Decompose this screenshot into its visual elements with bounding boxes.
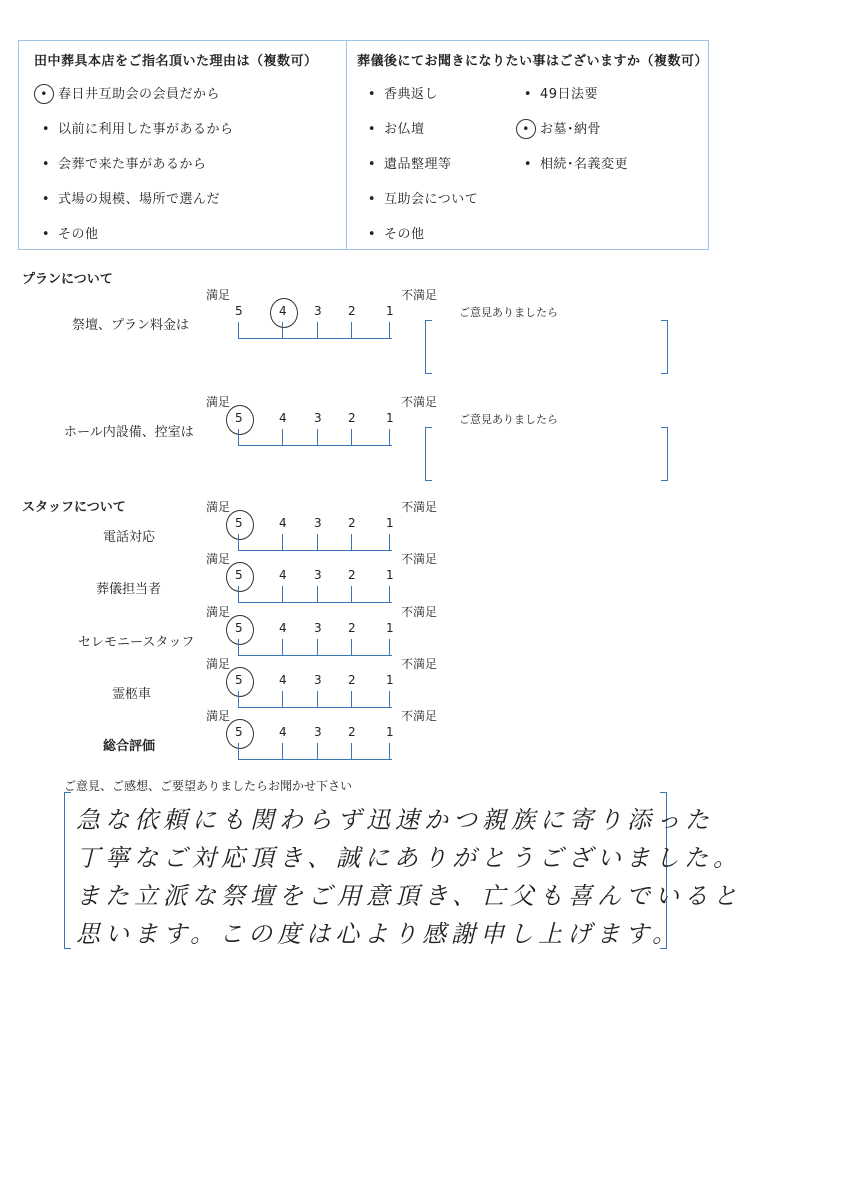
scale-number: 4	[279, 304, 287, 318]
scale-tick	[389, 639, 390, 655]
rating-selected-circle	[226, 719, 254, 749]
comment-bracket-right	[661, 320, 668, 374]
scale-right-label: 不満足	[401, 709, 438, 723]
comment-bracket-left	[425, 427, 432, 481]
q2-option[interactable]	[360, 83, 438, 102]
scale-number: 3	[314, 621, 322, 635]
option-label: お墓･納骨	[540, 122, 602, 137]
scale-tick	[282, 639, 283, 655]
scale-number: 3	[314, 568, 322, 582]
scale-left-label: 満足	[206, 500, 231, 514]
q2-title: 葬儀後にてお聞きになりたい事はございますか（複数可）	[357, 54, 709, 69]
staff-item-label: 総合評価	[103, 739, 156, 754]
scale-number: 2	[348, 725, 356, 739]
selected-mark: •	[34, 84, 54, 104]
rating-selected-circle	[226, 615, 254, 645]
rating-selected-circle	[226, 667, 254, 697]
scale-tick	[238, 586, 239, 602]
scale-number: 1	[386, 673, 394, 687]
selected-mark: •	[516, 119, 536, 139]
scale-tick	[282, 534, 283, 550]
rating-selected-circle	[226, 510, 254, 540]
scale-tick	[351, 691, 352, 707]
comment-prompt: ご意見ありましたら	[459, 306, 558, 319]
comment-prompt: ご意見ありましたら	[459, 413, 558, 426]
comments-prompt: ご意見、ご感想、ご要望ありましたらお聞かせ下さい	[64, 779, 353, 793]
scale-tick	[317, 691, 318, 707]
scale-number: 1	[386, 304, 394, 318]
scale-tick	[389, 743, 390, 759]
scale-left-label: 満足	[206, 395, 231, 409]
staff-item-label: 電話対応	[103, 530, 156, 545]
scale-axis	[238, 445, 392, 446]
scale-right-label: 不満足	[401, 552, 438, 566]
bullet-icon: •	[367, 87, 377, 102]
scale-right-label: 不満足	[401, 657, 438, 671]
q2-option[interactable]	[360, 223, 425, 242]
bullet-icon: •	[41, 227, 51, 242]
scale-tick	[238, 639, 239, 655]
rating-selected-circle	[226, 562, 254, 592]
scale-number: 5	[235, 516, 243, 530]
bullet-icon: •	[367, 192, 377, 207]
q2-option[interactable]	[360, 188, 478, 207]
scale-tick	[238, 322, 239, 338]
scale-tick	[238, 743, 239, 759]
option-label: 互助会について	[384, 192, 479, 207]
scale-number: 5	[235, 411, 243, 425]
q1-option[interactable]	[34, 223, 99, 242]
option-label: 遺品整理等	[384, 157, 452, 172]
scale-number: 3	[314, 516, 322, 530]
scale-axis	[238, 338, 392, 339]
q1-option[interactable]	[34, 153, 207, 172]
scale-axis	[238, 707, 392, 708]
option-label: お仏壇	[384, 122, 425, 137]
scale-tick	[282, 429, 283, 445]
scale-number: 2	[348, 516, 356, 530]
scale-number: 4	[279, 516, 287, 530]
scale-left-label: 満足	[206, 552, 231, 566]
scale-number: 2	[348, 304, 356, 318]
q2-option[interactable]	[516, 153, 628, 172]
option-label: 以前に利用した事があるから	[58, 122, 234, 137]
scale-number: 2	[348, 621, 356, 635]
scale-number: 5	[235, 725, 243, 739]
scale-number: 4	[279, 621, 287, 635]
bullet-icon: •	[367, 122, 377, 137]
scale-tick	[351, 429, 352, 445]
q2-option[interactable]	[516, 83, 598, 102]
scale-number: 1	[386, 621, 394, 635]
scale-tick	[317, 639, 318, 655]
option-label: その他	[58, 227, 99, 242]
scale-number: 2	[348, 673, 356, 687]
scale-number: 1	[386, 411, 394, 425]
scale-tick	[282, 586, 283, 602]
scale-right-label: 不満足	[401, 395, 438, 409]
option-label: 49日法要	[540, 87, 599, 102]
scale-axis	[238, 759, 392, 760]
plan-item-label: 祭壇、プラン料金は	[72, 318, 190, 333]
question-divider	[346, 40, 347, 250]
option-label: 式場の規模、場所で選んだ	[58, 192, 221, 207]
scale-tick	[389, 691, 390, 707]
scale-tick	[282, 743, 283, 759]
staff-item-label: セレモニースタッフ	[78, 635, 195, 650]
scale-tick	[282, 691, 283, 707]
scale-tick	[317, 586, 318, 602]
scale-number: 5	[235, 304, 243, 318]
staff-item-label: 葬儀担当者	[96, 582, 162, 597]
scale-number: 1	[386, 516, 394, 530]
scale-tick	[282, 322, 283, 338]
rating-selected-circle	[226, 405, 254, 435]
scale-tick	[389, 429, 390, 445]
q1-option[interactable]	[34, 83, 220, 104]
bullet-icon: •	[523, 157, 533, 172]
scale-left-label: 満足	[206, 657, 231, 671]
scale-tick	[351, 534, 352, 550]
comment-bracket-right	[661, 427, 668, 481]
plan-item-label: ホール内設備、控室は	[64, 425, 194, 440]
scale-tick	[317, 429, 318, 445]
question-box	[18, 40, 709, 250]
scale-tick	[351, 322, 352, 338]
scale-tick	[351, 586, 352, 602]
q1-option[interactable]	[34, 118, 234, 137]
scale-tick	[389, 322, 390, 338]
q1-option[interactable]	[34, 188, 220, 207]
bullet-icon: •	[367, 227, 377, 242]
scale-tick	[238, 691, 239, 707]
scale-number: 1	[386, 725, 394, 739]
scale-number: 4	[279, 411, 287, 425]
scale-right-label: 不満足	[401, 288, 438, 302]
scale-tick	[317, 534, 318, 550]
staff-heading: スタッフについて	[22, 500, 126, 515]
bullet-icon: •	[41, 192, 51, 207]
scale-tick	[389, 586, 390, 602]
handwritten-line: 急な依頼にも関わらず迅速かつ親族に寄り添った	[76, 806, 714, 834]
scale-number: 4	[279, 673, 287, 687]
scale-number: 5	[235, 673, 243, 687]
plan-heading: プランについて	[22, 272, 113, 287]
scale-number: 4	[279, 725, 287, 739]
staff-item-label: 霊柩車	[112, 687, 152, 702]
scale-axis	[238, 602, 392, 603]
scale-number: 2	[348, 411, 356, 425]
option-label: 相続･名義変更	[540, 157, 629, 172]
scale-tick	[317, 743, 318, 759]
scale-number: 1	[386, 568, 394, 582]
q2-option[interactable]	[360, 118, 425, 137]
scale-left-label: 満足	[206, 709, 231, 723]
bullet-icon: •	[367, 157, 377, 172]
bullet-icon: •	[41, 122, 51, 137]
comment-bracket-left	[425, 320, 432, 374]
scale-tick	[389, 534, 390, 550]
scale-left-label: 満足	[206, 605, 231, 619]
scale-right-label: 不満足	[401, 500, 438, 514]
handwritten-line: 丁寧なご対応頂き、誠にありがとうございました。	[76, 844, 743, 872]
scale-tick	[238, 429, 239, 445]
scale-number: 3	[314, 304, 322, 318]
scale-tick	[317, 322, 318, 338]
rating-selected-circle	[270, 298, 298, 328]
scale-tick	[351, 743, 352, 759]
scale-number: 3	[314, 411, 322, 425]
option-label: その他	[384, 227, 425, 242]
bullet-icon: •	[523, 87, 533, 102]
scale-number: 2	[348, 568, 356, 582]
q2-option[interactable]	[360, 153, 452, 172]
scale-number: 5	[235, 621, 243, 635]
scale-number: 4	[279, 568, 287, 582]
scale-left-label: 満足	[206, 288, 231, 302]
comments-bracket-left	[64, 792, 71, 949]
scale-number: 5	[235, 568, 243, 582]
bullet-icon: •	[41, 157, 51, 172]
handwritten-line: また立派な祭壇をご用意頂き、亡父も喜んでいると	[76, 882, 743, 910]
q2-option[interactable]	[516, 118, 601, 139]
scale-axis	[238, 550, 392, 551]
scale-number: 3	[314, 725, 322, 739]
scale-number: 3	[314, 673, 322, 687]
option-label: 会葬で来た事があるから	[58, 157, 207, 172]
option-label: 春日井互助会の会員だから	[58, 87, 221, 102]
scale-tick	[351, 639, 352, 655]
scale-tick	[238, 534, 239, 550]
scale-axis	[238, 655, 392, 656]
q1-title: 田中葬具本店をご指名頂いた理由は（複数可）	[34, 54, 318, 69]
scale-right-label: 不満足	[401, 605, 438, 619]
handwritten-line: 思います。この度は心より感謝申し上げます。	[76, 920, 682, 948]
option-label: 香典返し	[384, 87, 439, 102]
